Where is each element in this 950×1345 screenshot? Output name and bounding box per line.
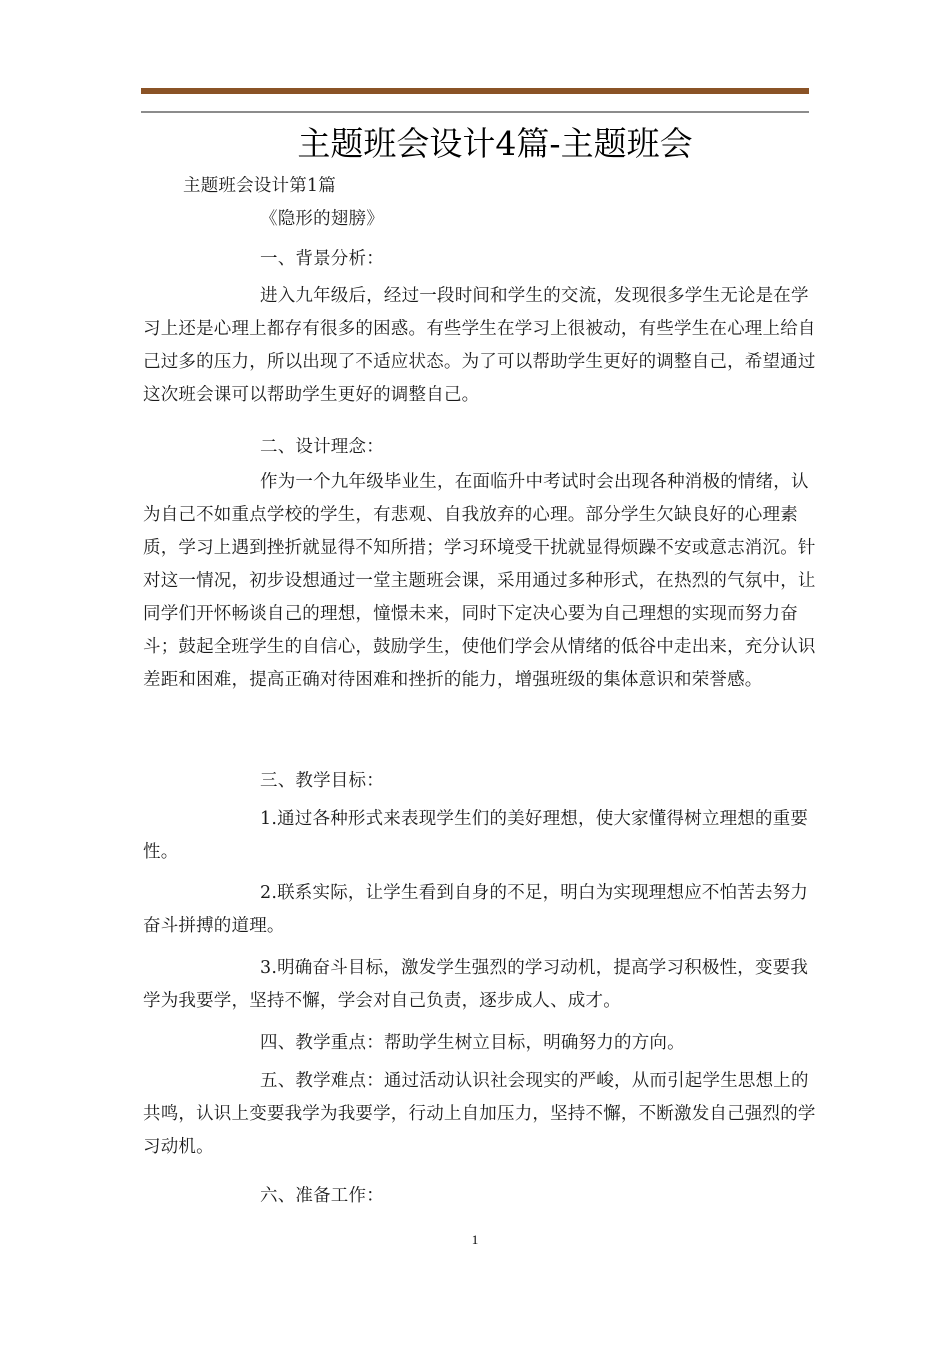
document-title: 主题班会设计4篇-主题班会 bbox=[297, 124, 693, 163]
goal-item-1: 1.通过各种形式来表现学生们的美好理想，使大家懂得树立理想的重要性。 bbox=[143, 809, 809, 862]
heading-background: 一、背景分析： bbox=[260, 249, 384, 269]
paragraph-design-concept: 作为一个九年级毕业生，在面临升中考试时会出现各种消极的情绪，认为自己不如重点学校的学生，有悲观、自我放弃的心理。部分学生欠缺良好的心理素质，学习上遇到挫折就显得不知所措；学习环境受干扰就显得烦躁不安或意志消沉。针对这一情况，初步设想通过一堂主题班会课，采用通过多种形式，在热烈的气氛中，让同学们开怀畅谈自己的理想，憧憬未来，同时下定决心要为自己理想的实现而努力奋斗；鼓起全班学生的自信心，鼓励学生，使他们学会从情绪的低谷中走出来，充分认识差距和困难，提高正确对待困难和挫折的能力，增强班级的集体意识和荣誉感。 bbox=[143, 472, 816, 690]
header-rule-thin bbox=[141, 111, 809, 113]
heading-preparation: 六、准备工作： bbox=[260, 1186, 384, 1206]
heading-teaching-goals: 三、教学目标： bbox=[260, 771, 384, 791]
paragraph-background: 进入九年级后，经过一段时间和学生的交流，发现很多学生无论是在学习上还是心理上都存有很多的困惑。有些学生在学习上很被动，有些学生在心理上给自己过多的压力，所以出现了不适应状态。为了可以帮助学生更好的调整自己，希望通过这次班会课可以帮助学生更好的调整自己。 bbox=[143, 286, 816, 405]
goal-item-2: 2.联系实际，让学生看到自身的不足，明白为实现理想应不怕苦去努力奋斗拼搏的道理。 bbox=[143, 883, 809, 936]
paragraph-key-points: 四、教学重点：帮助学生树立目标，明确努力的方向。 bbox=[260, 1033, 685, 1053]
heading-design-concept: 二、设计理念： bbox=[260, 437, 384, 457]
theme-title: 《隐形的翅膀》 bbox=[260, 209, 384, 229]
page-number: 1 bbox=[471, 1232, 479, 1247]
paragraph-difficulties: 五、教学难点：通过活动认识社会现实的严峻，从而引起学生思想上的共鸣，认识上变要我学为我要学，行动上自加压力，坚持不懈，不断激发自己强烈的学习动机。 bbox=[143, 1071, 816, 1157]
section-subtitle: 主题班会设计第1篇 bbox=[183, 176, 336, 196]
goal-item-3: 3.明确奋斗目标，激发学生强烈的学习动机，提高学习积极性，变要我学为我要学，坚持不懈，学会对自己负责，逐步成人、成才。 bbox=[143, 958, 809, 1011]
header-rule-thick bbox=[141, 88, 809, 94]
